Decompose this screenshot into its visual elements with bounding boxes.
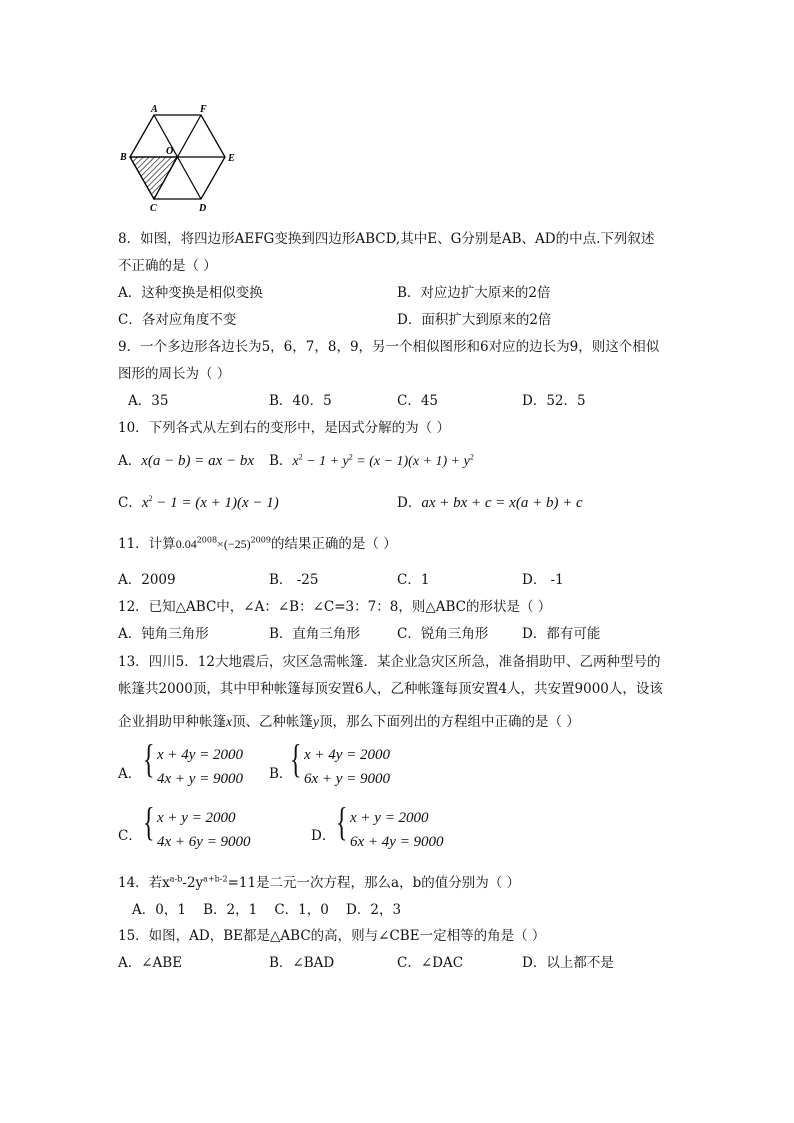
label-a: A [151,104,158,115]
label-b: B [120,152,127,163]
q13-c-label: C． [118,828,142,844]
q12-option-b: B．直角三角形 [269,626,360,642]
q11-base1: 0.04 [175,537,197,551]
label-d: D [199,203,207,214]
q10-option-b [269,449,474,470]
q10-d-expr: ax + bx + c = x(a + b) + c [421,495,583,511]
q13-b-eq2: 6x + y = 9000 [304,771,391,787]
q13-b-label: B． [269,766,293,782]
q13-c-eq1: x + y = 2000 [157,810,236,826]
q14-exp2: a+b-2 [203,874,228,884]
q11-option-c: C．1 [397,572,430,588]
q13-c-brace: { [143,799,155,844]
q15-option-c: C．∠DAC [397,955,464,971]
q13-var-y: y [313,714,319,729]
q10-c-sq: 2 [148,494,153,503]
q10-c-expr-2: − 1 = (x + 1)(x − 1) [152,495,279,511]
q9-option-c: C．45 [397,393,439,409]
q10-b-expr-1: x [292,454,299,469]
q13-line3-c: 顶，那么下面列出的方程组中正确的是（ ） [319,714,580,730]
q13-var-x: x [226,714,232,729]
q13-b-eq1: x + 4y = 2000 [304,747,391,763]
q13-d-label: D． [311,828,336,844]
q12-option-d: D．都有可能 [522,626,601,642]
q13-d-eq1: x + y = 2000 [350,810,429,826]
q10-b-expr-2: − 1 + y [302,454,349,469]
q9-option-d: D．52．5 [522,393,586,409]
q13-b-brace: { [290,736,302,781]
q10-b-sq-2: 2 [348,452,353,462]
q8-line2: 不正确的是（ ） [118,258,217,274]
q10-b-label: B． [269,453,293,469]
hexagon-figure [115,100,245,215]
q9-option-a: A．35 [128,393,169,409]
q8-option-a: A．这种变换是相似变换 [118,285,263,301]
q11-exp2: 2009 [250,535,271,545]
q14-stem [118,871,520,891]
q15-option-b: B．∠BAD [269,955,335,971]
q14-exp1: a-b [169,874,183,884]
q15-option-a: A．∠ABE [118,955,183,971]
q11-suffix: 的结果正确的是（ ） [270,536,397,552]
q10-b-expr-3: = (x − 1)(x + 1) + y [352,454,470,469]
q10-b-sq-3: 2 [469,452,474,462]
shaded-triangle [130,157,177,199]
q10-c-expr-1: x [141,495,149,511]
q13-a-eq1: x + 4y = 2000 [157,747,244,763]
q14-options: A．0，1 B．2，1 C．1，0 D．2，3 [132,902,402,918]
q8-option-b: B．对应边扩大原来的2倍 [397,285,551,301]
q13-d-eq2: 6x + 4y = 9000 [350,834,444,850]
label-f: F [200,104,207,115]
q13-line2: 帐篷共2000顶，其中甲种帐篷每顶安置6人，乙种帐篷每顶安置4人，共安置9000人，设该 [118,681,663,697]
q11-option-d: D． -1 [522,572,564,588]
q9-line2: 图形的周长为（ ） [118,366,231,382]
q11-prefix: 11．计算 [118,536,176,552]
q10-option-a [118,449,254,470]
label-c: C [150,203,157,214]
label-o: O [166,146,174,157]
q13-d-brace: { [336,799,348,844]
q10-option-c [118,491,279,512]
q13-a-eq2: 4x + y = 9000 [157,771,244,787]
q9-option-b: B．40．5 [269,393,332,409]
q11-option-a: A．2009 [118,572,176,588]
q14-mid: -2y [182,875,204,891]
q8-option-d: D．面积扩大到原来的2倍 [397,312,552,328]
q11-exp1: 2008 [196,535,218,545]
q8-line1: 8．如图，将四边形AEFG变换到四边形ABCD,其中E、G分别是AB、AD的中点.下列叙述 [118,231,655,247]
q13-c-eq2: 4x + 6y = 9000 [157,834,251,850]
q10-b-sq-1: 2 [298,452,303,462]
q13-line3-a: 企业捐助甲种帐篷 [118,714,226,730]
q13-a-brace: { [143,736,155,781]
q13-line3 [118,710,580,730]
q12-stem: 12．已知△ABC中，∠A：∠B：∠C=3：7：8，则△ABC的形状是（ ） [118,599,552,615]
q10-a-label: A． [118,453,142,469]
q12-option-c: C．锐角三角形 [397,626,489,642]
q14-prefix: 14．若x [118,875,170,891]
q11-stem [118,532,397,552]
q12-option-a: A．钝角三角形 [118,626,209,642]
q10-c-label: C． [118,495,142,511]
q13-line1: 13．四川5．12大地震后，灾区急需帐篷．某企业急灾区所急，准备捐助甲、乙两种型号的 [118,654,661,670]
q10-stem: 10．下列各式从左到右的变形中，是因式分解的为（ ） [118,420,450,436]
label-e: E [228,153,235,164]
q10-option-d [397,491,583,512]
q15-option-d: D．以上都不是 [522,955,614,971]
q13-a-label: A． [118,766,142,782]
q15-stem: 15．如图，AD，BE都是△ABC的高，则与∠CBE一定相等的角是（ ） [118,928,546,944]
q14-suffix: =11是二元一次方程，那么a，b的值分别为（ ） [227,875,521,891]
q13-line3-b: 顶、乙种帐篷 [232,714,313,730]
q11-mid: ×(−25) [217,537,251,551]
q8-option-c: C．各对应角度不变 [118,312,237,328]
q11-option-b: B． -25 [269,572,319,588]
q9-line1: 9．一个多边形各边长为5，6，7，8，9，另一个相似图形和6对应的边长为9，则这个相似 [118,339,660,355]
q10-d-label: D． [397,495,422,511]
q10-a-expr: x(a − b) = ax − bx [141,453,255,469]
